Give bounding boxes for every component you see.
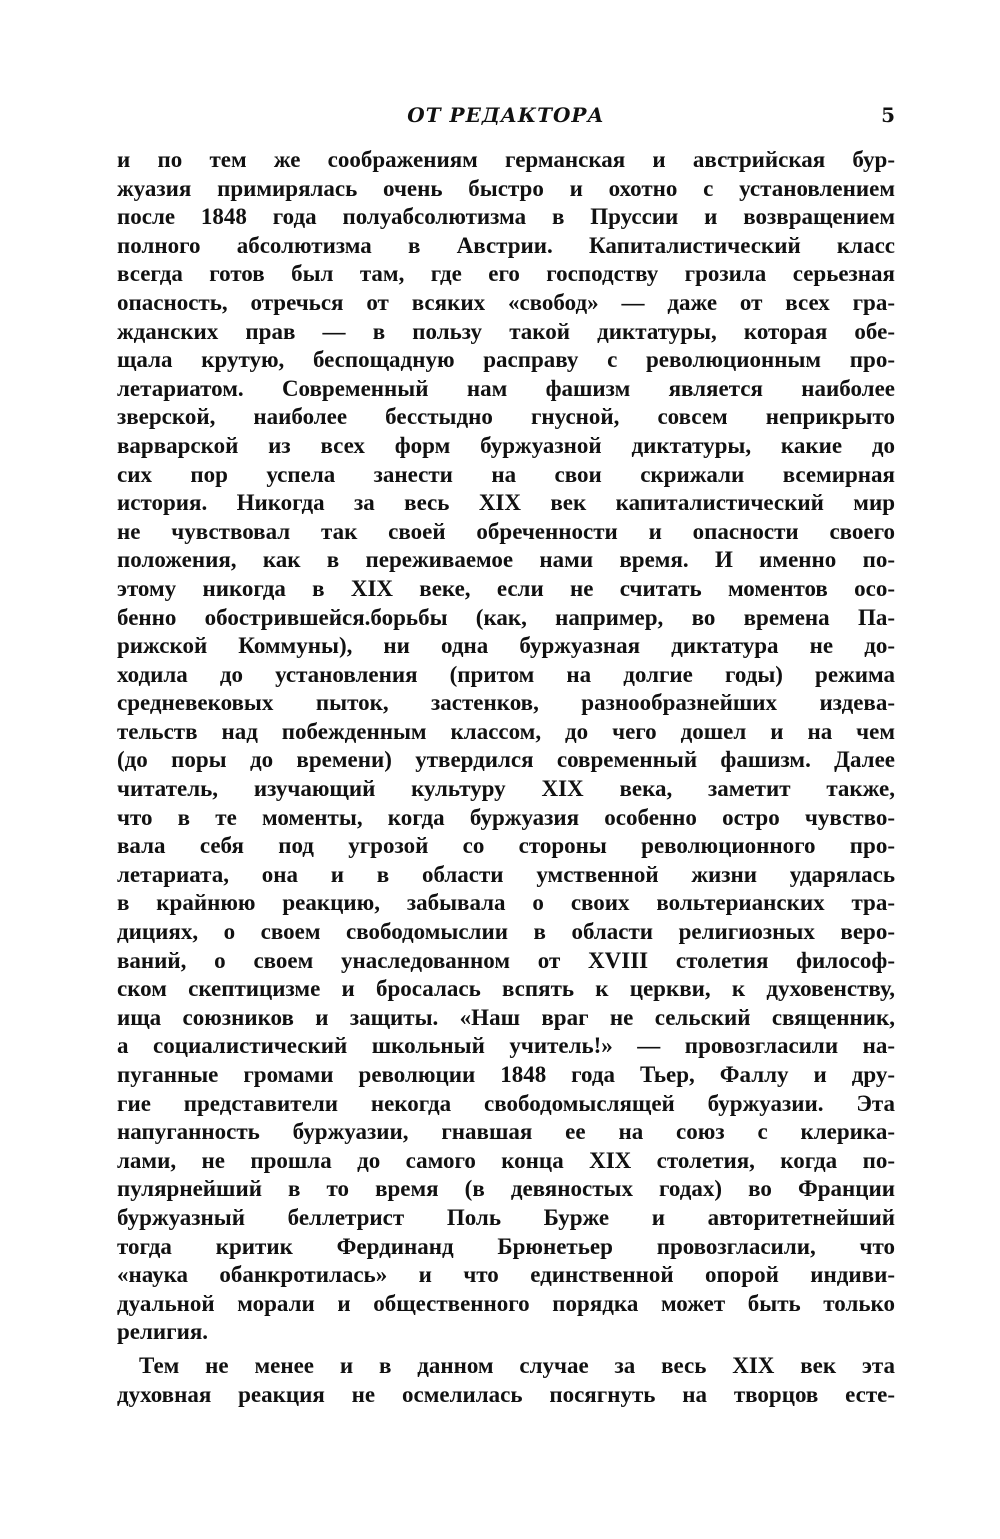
text-line: всегда готов был там, где его господству грозила серьезная xyxy=(117,261,895,287)
text-line: не чувствовал так своей обреченности и опасности своего xyxy=(117,518,895,544)
text-line: летариатом. Современный нам фашизм является наиболее xyxy=(117,375,895,401)
text-line: Тем не менее и в данном случае за весь XIX век эта xyxy=(139,1352,895,1378)
paragraph xyxy=(117,1352,895,1409)
text-line: после 1848 года полуабсолютизма в Пруссии и возвращением xyxy=(117,204,895,230)
text-line: этому никогда в XIX веке, если не считать моментов осо- xyxy=(117,575,895,601)
running-header xyxy=(117,100,895,134)
text-line: и по тем же соображениям германская и австрийская бур- xyxy=(117,147,895,172)
text-line: ходила до установления (притом на долгие годы) режима xyxy=(117,661,895,687)
text-line: что в те моменты, когда буржуазия особенно остро чувство- xyxy=(117,804,895,830)
text-line: лами, не прошла до самого конца XIX столетия, когда по- xyxy=(117,1147,895,1173)
text-line: щала крутую, беспощадную расправу с революционным про- xyxy=(117,347,895,373)
text-line: читатель, изучающий культуру XIX века, заметит также, xyxy=(117,776,895,802)
text-line: тогда критик Фердинанд Брюнетьер провозгласили, что xyxy=(117,1233,895,1259)
text-line: в крайнюю реакцию, забывала о своих вольтерианских тра- xyxy=(117,890,895,916)
text-line: духовная реакция не осмелилась посягнуть на творцов есте- xyxy=(117,1381,895,1407)
text-line: жданских прав — в пользу такой диктатуры, которая обе- xyxy=(117,318,895,344)
text-line: напуганность буржуазии, гнавшая ее на союз с клерика- xyxy=(117,1119,895,1145)
text-line: полного абсолютизма в Австрии. Капиталистический класс xyxy=(117,232,895,258)
text-line: сих пор успела занести на свои скрижали всемирная xyxy=(117,461,895,487)
text-line: положения, как в переживаемое нами время. И именно по- xyxy=(117,547,895,573)
text-line: а социалистический школьный учитель!» — провозгласили на- xyxy=(117,1033,895,1059)
text-line: буржуазный беллетрист Поль Бурже и авторитетнейший xyxy=(117,1204,895,1230)
text-line: дициях, о своем свободомыслии в области религиозных веро- xyxy=(117,919,895,945)
text-line: рижской Коммуны), ни одна буржуазная диктатура не до- xyxy=(117,633,895,659)
text-line: варварской из всех форм буржуазной диктатуры, какие до xyxy=(117,432,895,458)
text-line: вала себя под угрозой со стороны революционного про- xyxy=(117,833,895,859)
text-line: история. Никогда за весь XIX век капиталистический мир xyxy=(117,490,895,516)
body-text xyxy=(117,146,895,1409)
text-line: ища союзников и защиты. «Наш враг не сельский священник, xyxy=(117,1004,895,1030)
text-line: гие представители некогда свободомыслящей буржуазии. Эта xyxy=(117,1090,895,1116)
text-line: средневековых пыток, застенков, разнообразнейших издева- xyxy=(117,690,895,716)
page-number: 5 xyxy=(881,103,895,127)
text-line: «наука обанкротилась» и что единственной опорой индиви- xyxy=(117,1262,895,1288)
paragraph xyxy=(117,146,895,1347)
text-line: пуганные громами революции 1848 года Тьер, Фаллу и дру- xyxy=(117,1062,895,1087)
text-line: ваний, о своем унаследованном от XVIII столетия философ- xyxy=(117,947,895,973)
text-line: религия. xyxy=(117,1319,209,1345)
text-line: (до поры до времени) утвердился современный фашизм. Далее xyxy=(117,747,895,773)
text-line: пулярнейший в то время (в девяностых годах) во Франции xyxy=(117,1176,895,1202)
text-line: бенно обострившейся.борьбы (как, например, во времена Па- xyxy=(117,604,895,630)
text-line: ском скептицизме и бросалась вспять к церкви, к духовенству, xyxy=(117,976,895,1002)
text-line: дуальной морали и общественного порядка может быть только xyxy=(117,1290,895,1316)
text-line: зверской, наиболее бесстыдно гнусной, совсем неприкрыто xyxy=(117,404,895,430)
text-line: опасность, отречься от всяких «свобод» — даже от всех гра- xyxy=(117,289,895,315)
text-line: летариата, она и в области умственной жизни ударялась xyxy=(117,861,895,887)
running-title: ОТ РЕДАКТОРА xyxy=(407,103,605,127)
text-line: тельств над побежденным классом, до чего дошел и на чем xyxy=(117,718,895,744)
text-line: жуазия примирялась очень быстро и охотно с установлением xyxy=(117,175,895,201)
